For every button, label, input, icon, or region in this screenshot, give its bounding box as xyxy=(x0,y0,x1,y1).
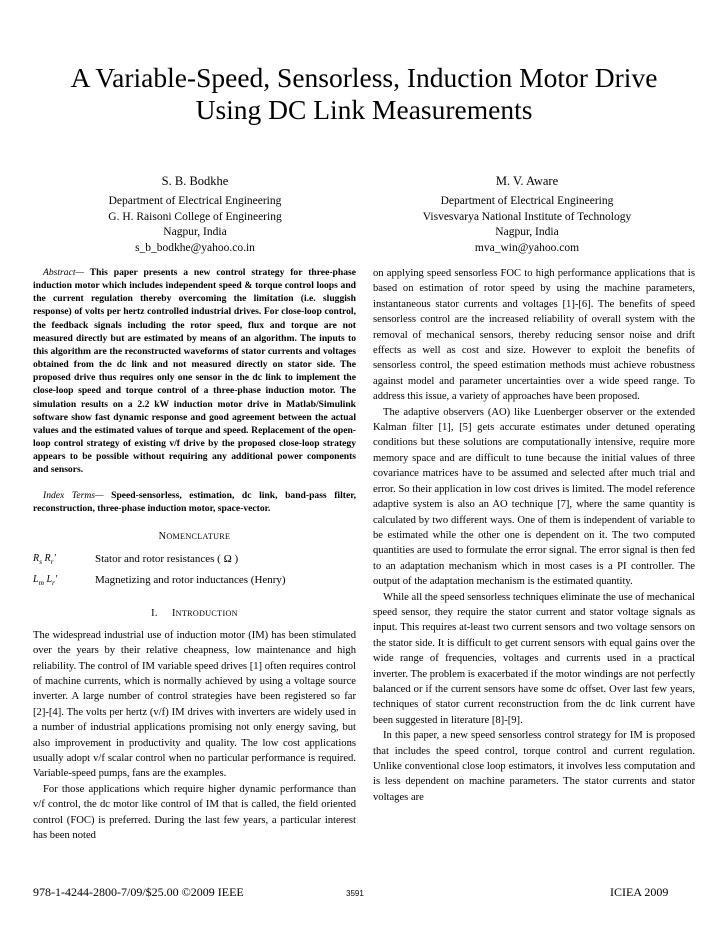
intro-paragraph-6: In this paper, a new speed sensorless control strategy for IM is proposed that includes the speed control, torque control and current regulation. Unlike conventional close loop estimators, it involves less computation and is less dependent on machine parameters. The stator currents and stator voltages are xyxy=(373,730,695,803)
intro-paragraph-3: on applying speed sensorless FOC to high performance applications that is based on estimation of rotor speed by using the machine parameters, instantaneous stator currents and voltages [1]-[6]. The benefits of speed sensorless control are the increased reliability of overall system with the removal of mechanical sensors, thereby reducing sensor noise and drift effects as well as cost and size. However to exploit the benefits of sensorless control, the speed estimation methods must achieve robustness against model and parameter uncertainties over a wide speed range. To address this issue, a variety of approaches have been proposed. xyxy=(373,268,695,403)
author-dept: Department of Electrical Engineering xyxy=(108,195,282,207)
author-institution: G. H. Raisoni College of Engineering xyxy=(108,210,282,223)
heading-initial: I xyxy=(171,608,176,620)
author-dept: Department of Electrical Engineering xyxy=(440,195,614,207)
symbol-letter: L xyxy=(33,574,39,586)
heading-initial: N xyxy=(158,530,167,542)
intro-paragraph-1: The widespread industrial use of induction motor (IM) has been stimulated over the years by their relative cheapness, low maintenance and high reliability. The control of IM variable speed drives [1] often requires control of machine currents, which is normally achieved by using a voltage source inverter. A large number of control strategies have been registered so far [2]-[4]. The volts per hertz (v/f) IM drives with inverters are widely used in a number of industrial applications promising not only energy saving, but also improvement in productivity and quality. The low cost applications usually adopt v/f scalar control when no particular performance is required. Variable-speed pumps, fans are the examples. xyxy=(33,629,356,780)
author-institution: Visvesvarya National Institute of Technology xyxy=(422,210,632,223)
nomenclature-description: Magnetizing and rotor inductances (Henry) xyxy=(95,574,286,587)
symbol-letter: R xyxy=(33,553,40,565)
symbol-subscript: r xyxy=(52,578,55,588)
nomenclature-row xyxy=(33,550,356,571)
intro-paragraph-5: While all the speed sensorless techniques eliminate the use of mechanical speed sensor, they require the stator current and stator voltage signals as input. This requires at-least two current sensors and two voltage sensors on the stator side. It is difficult to get current sensors with equal gains over the wide range of frequencies, voltages and currents used in a practical inverter. The problem is exacerbated if the motor windings are not perfectly balanced or if the current sensors have some dc offset. Over last few years, techniques of stator current reconstruction from the dc link current have been suggested in literature [8]-[9]. xyxy=(373,591,695,726)
author-block-1 xyxy=(70,172,320,256)
footer-page-number: 3591 xyxy=(346,889,364,898)
author-location: Nagpur, India xyxy=(163,226,227,238)
author-name: S. B. Bodkhe xyxy=(161,174,229,188)
section-number: I. xyxy=(151,608,158,620)
symbol-subscript: r xyxy=(50,557,54,567)
title-line-2: Using DC Link Measurements xyxy=(195,94,533,125)
right-column xyxy=(373,266,695,805)
nomenclature-symbol: $L_m$ $L_r'$ xyxy=(33,574,58,588)
nomenclature-symbol: $R_s$ $R_r'$ xyxy=(33,553,56,567)
author-location: Nagpur, India xyxy=(495,226,559,238)
nomenclature-heading xyxy=(33,529,356,544)
heading-rest: NTRODUCTION xyxy=(175,609,238,619)
abstract-text: This paper presents a new control strategy for three-phase induction motor which includes independent speed & torque control loops and the current regulation thereby overcoming the limitation (i.e. sluggish response) of volts per hertz controlled industrial drives. For close-loop control, the feedback signals including the rotor speed, flux and torque are not measured directly but are estimated by means of an algorithm. The inputs to this algorithm are the reconstructed waveforms of stator currents and voltages obtained from the dc link and not measured directly on stator side. The proposed drive thus requires only one sensor in the dc link to implement the close-loop speed and torque control of a three-phase induction motor. The simulation results on a 2.2 kW induction motor drive in Matlab/Simulink software show fast dynamic response and good agreement between the actual values and the estimated values of torque and speed. Replacement of the open-loop control strategy of existing v/f drive by the proposed close-loop strategy appears to be possible without requiring any additional power components and sensors. xyxy=(33,267,356,476)
intro-paragraph-2: For those applications which require higher dynamic performance than v/f control, the dc motor like control of IM that is called, the field oriented control (FOC) is preferred. During the last few years, a particular interest has been noted xyxy=(33,783,356,841)
nomenclature-description: Stator and rotor resistances ( Ω ) xyxy=(95,553,239,566)
author-email[interactable]: s_b_bodkhe@yahoo.co.in xyxy=(135,241,255,254)
author-email[interactable]: mva_win@yahoo.com xyxy=(474,241,580,254)
footer-isbn: 978-1-4244-2800-7/09/$25.00 ©2009 IEEE xyxy=(33,885,244,899)
index-terms-lead: Index Terms— xyxy=(43,489,104,501)
footer-conference: ICIEA 2009 xyxy=(610,885,669,899)
nomenclature-row xyxy=(33,571,356,592)
introduction-heading xyxy=(33,606,356,621)
symbol-subscript: s xyxy=(39,557,43,567)
index-terms-text: Speed-sensorless, estimation, dc link, band-pass filter, reconstruction, three-phase induction motor, space-vector. xyxy=(33,489,356,514)
index-terms xyxy=(33,489,356,515)
symbol-subscript: m xyxy=(38,578,44,588)
title-line-1: A Variable-Speed, Sensorless, Induction Motor Drive xyxy=(70,62,658,93)
paper-title xyxy=(30,62,698,126)
symbol-letter: L xyxy=(46,574,53,586)
author-name: M. V. Aware xyxy=(495,174,559,188)
author-block-2 xyxy=(385,172,669,256)
abstract-lead: Abstract— xyxy=(43,267,85,278)
abstract xyxy=(33,266,356,477)
heading-rest: OMENCLATURE xyxy=(166,531,231,541)
intro-paragraph-4: The adaptive observers (AO) like Luenberger observer or the extended Kalman filter [1], [5] gets accurate estimates under detuned operating conditions but these solutions are computationally intensive, require more memory space and are difficult to tune because the initial values of three covariance matrices have to be assumed and selected after much trial and error. So their application in low cost drives is limited. The model reference adaptive system is also an AO technique [7], where the same quantity is calculated by two different ways. One of them is independent of variable to be estimated while the other one is dependent on it. The two computed quantities are used to formulate the error signal. The error signal is then fed to an adaptation mechanism which in most cases is a PI controller. The output of the adaptation mechanism is the estimated quantity. xyxy=(373,406,695,588)
left-column xyxy=(33,266,356,843)
symbol-letter: R xyxy=(44,553,51,565)
